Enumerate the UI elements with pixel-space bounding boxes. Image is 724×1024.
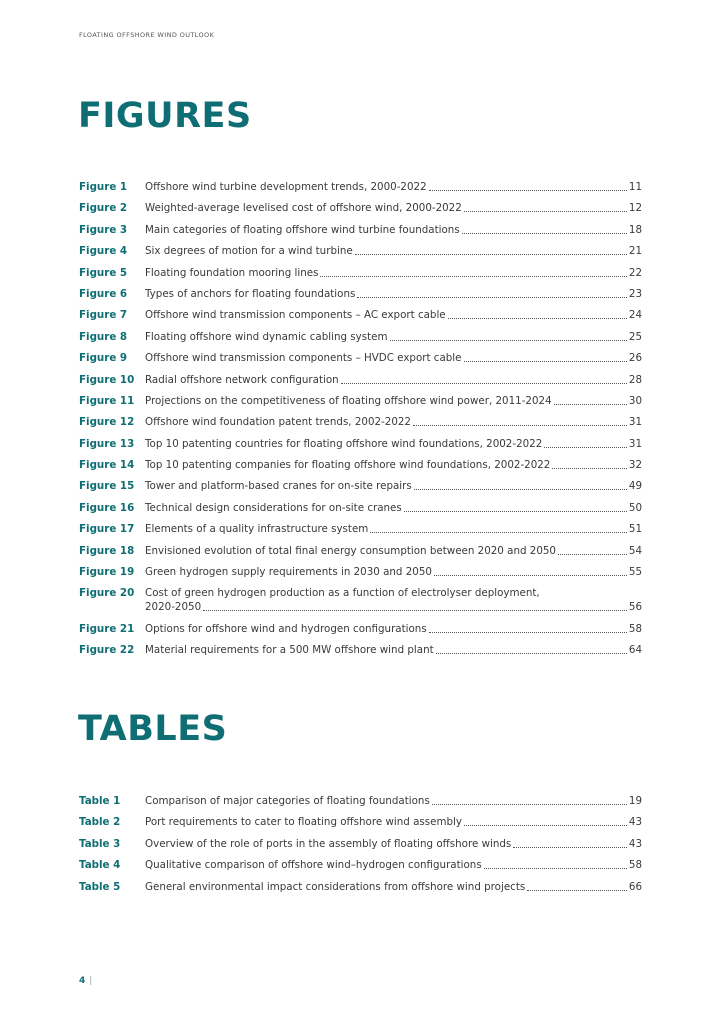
- dot-leader: [513, 847, 627, 848]
- entry-title: Top 10 patenting countries for floating offshore wind foundations, 2002-2022: [145, 437, 543, 450]
- entry-title: Cost of green hydrogen production as a function of electrolyser deployment,: [145, 587, 540, 600]
- entry-label: Table 2: [79, 816, 121, 829]
- entry-title: Elements of a quality infrastructure system: [145, 523, 369, 536]
- entry-page-number: 26: [628, 352, 642, 365]
- entry-page-number: 56: [628, 601, 642, 614]
- figure-entry[interactable]: [79, 330, 642, 344]
- entry-page-number: 58: [628, 622, 642, 635]
- figure-entry[interactable]: [79, 586, 642, 614]
- entry-body: [145, 586, 642, 614]
- entry-title: General environmental impact considerations from offshore wind projects: [145, 880, 526, 893]
- entry-body: [145, 643, 642, 657]
- figure-entry[interactable]: [79, 223, 642, 237]
- entry-page-number: 19: [628, 795, 642, 807]
- figure-entry[interactable]: [79, 201, 642, 215]
- entry-page-number: 23: [628, 287, 642, 300]
- entry-body: [145, 479, 642, 493]
- entry-page-number: 55: [628, 566, 642, 579]
- entry-page-number: 11: [628, 181, 642, 193]
- dot-leader: [558, 554, 627, 555]
- entry-label: Figure 11: [79, 394, 135, 407]
- entry-label: Figure 15: [79, 480, 135, 493]
- entry-label: Figure 8: [79, 330, 128, 343]
- entry-body: [145, 565, 642, 579]
- entry-body: [145, 351, 642, 365]
- entry-label: Figure 20: [79, 587, 135, 600]
- entry-title: Offshore wind transmission components – AC export cable: [145, 309, 446, 322]
- entry-title: Weighted-average levelised cost of offshore wind, 2000-2022: [145, 202, 462, 215]
- entry-label: Figure 12: [79, 416, 135, 429]
- table-entry[interactable]: [79, 858, 642, 872]
- entry-page-number: 28: [628, 373, 642, 386]
- entry-label: Figure 6: [79, 287, 128, 300]
- entry-label: Figure 14: [79, 459, 135, 472]
- entry-title: Green hydrogen supply requirements in 2030 and 2050: [145, 566, 432, 579]
- dot-leader: [552, 468, 627, 469]
- footer-separator: |: [89, 976, 93, 986]
- dot-leader: [464, 825, 627, 826]
- dot-leader: [432, 804, 627, 805]
- table-entry[interactable]: [79, 794, 642, 808]
- entry-body: [145, 622, 642, 636]
- entry-body: [145, 244, 642, 258]
- table-entry[interactable]: [79, 837, 642, 851]
- dot-leader: [462, 233, 627, 234]
- entry-title: Offshore wind turbine development trends, 2000-2022: [145, 181, 427, 193]
- dot-leader: [554, 404, 627, 405]
- entry-body: [145, 308, 642, 322]
- entry-title: Tower and platform-based cranes for on-site repairs: [145, 480, 412, 493]
- entry-label: Figure 1: [79, 181, 128, 193]
- entry-label: Table 1: [79, 795, 121, 807]
- page-footer: [79, 976, 92, 986]
- entry-page-number: 21: [628, 245, 642, 258]
- entry-line-2: [145, 600, 642, 614]
- figures-heading: FIGURES: [78, 96, 252, 136]
- figure-entry[interactable]: [79, 643, 642, 657]
- entry-page-number: 31: [628, 437, 642, 450]
- entry-body: [145, 373, 642, 387]
- dot-leader: [429, 632, 627, 633]
- figure-entry[interactable]: [79, 458, 642, 472]
- entry-title: Envisioned evolution of total final energy consumption between 2020 and 2050: [145, 544, 556, 557]
- entry-line-1: [145, 586, 642, 600]
- entry-body: [145, 394, 642, 408]
- entry-body: [145, 266, 642, 280]
- entry-title: Qualitative comparison of offshore wind–hydrogen configurations: [145, 859, 482, 872]
- entry-page-number: 49: [628, 480, 642, 493]
- figure-entry[interactable]: [79, 287, 642, 301]
- entry-title: Types of anchors for floating foundations: [145, 287, 356, 300]
- dot-leader: [320, 276, 626, 277]
- dot-leader: [357, 297, 627, 298]
- entry-label: Figure 19: [79, 566, 135, 579]
- entry-title: Top 10 patenting companies for floating offshore wind foundations, 2002-2022: [145, 459, 551, 472]
- table-entry[interactable]: [79, 815, 642, 829]
- entry-label: Table 4: [79, 859, 121, 872]
- figure-entry[interactable]: [79, 544, 642, 558]
- entry-label: Figure 10: [79, 373, 135, 386]
- entry-body: [145, 223, 642, 237]
- entry-title: Offshore wind transmission components – HVDC export cable: [145, 352, 462, 365]
- figure-entry[interactable]: [79, 351, 642, 365]
- entry-title: Offshore wind foundation patent trends, 2002-2022: [145, 416, 411, 429]
- entry-page-number: 50: [628, 501, 642, 514]
- dot-leader: [464, 211, 627, 212]
- figure-entry[interactable]: [79, 522, 642, 536]
- table-entry[interactable]: [79, 880, 642, 894]
- entry-title: Port requirements to cater to floating offshore wind assembly: [145, 816, 462, 829]
- dot-leader: [203, 610, 627, 611]
- entry-title: Comparison of major categories of floating foundations: [145, 795, 430, 807]
- page-number: 4: [79, 976, 86, 986]
- entry-body: [145, 544, 642, 558]
- figure-entry[interactable]: [79, 394, 642, 408]
- entry-page-number: 30: [628, 394, 642, 407]
- dot-leader: [390, 340, 627, 341]
- entry-body: [145, 330, 642, 344]
- entry-page-number: 51: [628, 523, 642, 536]
- entry-label: Figure 22: [79, 644, 135, 657]
- entry-body: [145, 180, 642, 194]
- entry-title-continued: 2020-2050: [145, 601, 202, 614]
- figure-entry[interactable]: [79, 437, 642, 451]
- dot-leader: [413, 425, 627, 426]
- entry-page-number: 32: [628, 459, 642, 472]
- entry-page-number: 12: [628, 202, 642, 215]
- figure-entry[interactable]: [79, 308, 642, 322]
- entry-page-number: 18: [628, 223, 642, 236]
- entry-title: Options for offshore wind and hydrogen configurations: [145, 622, 427, 635]
- entry-page-number: 58: [628, 859, 642, 872]
- entry-title: Technical design considerations for on-site cranes: [145, 501, 402, 514]
- table-list: [79, 794, 642, 901]
- entry-body: [145, 837, 642, 851]
- entry-page-number: 64: [628, 644, 642, 657]
- dot-leader: [436, 653, 627, 654]
- dot-leader: [484, 868, 627, 869]
- dot-leader: [464, 361, 627, 362]
- entry-body: [145, 858, 642, 872]
- entry-label: Figure 7: [79, 309, 128, 322]
- dot-leader: [404, 511, 627, 512]
- figure-entry[interactable]: [79, 415, 642, 429]
- entry-body: [145, 794, 642, 808]
- entry-label: Figure 5: [79, 266, 128, 279]
- entry-label: Figure 2: [79, 202, 128, 215]
- entry-title: Material requirements for a 500 MW offshore wind plant: [145, 644, 434, 657]
- entry-title: Radial offshore network configuration: [145, 373, 339, 386]
- dot-leader: [370, 532, 627, 533]
- dot-leader: [434, 575, 627, 576]
- dot-leader: [414, 489, 627, 490]
- entry-body: [145, 815, 642, 829]
- entry-body: [145, 880, 642, 894]
- figure-entry[interactable]: [79, 244, 642, 258]
- entry-label: Figure 18: [79, 544, 135, 557]
- figure-list: [79, 180, 642, 665]
- dot-leader: [341, 383, 627, 384]
- entry-page-number: 43: [628, 816, 642, 829]
- figure-entry[interactable]: [79, 373, 642, 387]
- dot-leader: [429, 190, 627, 191]
- figure-entry[interactable]: [79, 180, 642, 194]
- entry-label: Table 3: [79, 837, 121, 850]
- tables-heading: TABLES: [78, 709, 228, 749]
- entry-body: [145, 287, 642, 301]
- dot-leader: [527, 890, 627, 891]
- entry-page-number: 31: [628, 416, 642, 429]
- figure-entry[interactable]: [79, 565, 642, 579]
- entry-title: Floating foundation mooring lines: [145, 266, 319, 279]
- entry-title: Main categories of floating offshore wind turbine foundations: [145, 223, 460, 236]
- dot-leader: [355, 254, 627, 255]
- figure-entry[interactable]: [79, 501, 642, 515]
- entry-label: Figure 4: [79, 245, 128, 258]
- entry-title: Six degrees of motion for a wind turbine: [145, 245, 353, 258]
- figure-entry[interactable]: [79, 622, 642, 636]
- entry-label: Figure 17: [79, 523, 135, 536]
- figure-entry[interactable]: [79, 479, 642, 493]
- entry-label: Figure 9: [79, 352, 128, 365]
- entry-title: Floating offshore wind dynamic cabling system: [145, 330, 388, 343]
- entry-body: [145, 437, 642, 451]
- entry-label: Figure 3: [79, 223, 128, 236]
- entry-title: Projections on the competitiveness of floating offshore wind power, 2011-2024: [145, 394, 552, 407]
- figure-entry[interactable]: [79, 266, 642, 280]
- entry-body: [145, 458, 642, 472]
- dot-leader: [448, 318, 627, 319]
- entry-body: [145, 501, 642, 515]
- dot-leader: [544, 447, 627, 448]
- entry-label: Figure 21: [79, 622, 135, 635]
- entry-page-number: 66: [628, 880, 642, 893]
- entry-page-number: 43: [628, 837, 642, 850]
- running-header: FLOATING OFFSHORE WIND OUTLOOK: [79, 31, 215, 39]
- entry-page-number: 25: [628, 330, 642, 343]
- entry-page-number: 54: [628, 544, 642, 557]
- entry-label: Figure 16: [79, 501, 135, 514]
- entry-page-number: 22: [628, 266, 642, 279]
- entry-body: [145, 201, 642, 215]
- entry-label: Figure 13: [79, 437, 135, 450]
- entry-body: [145, 522, 642, 536]
- entry-body: [145, 415, 642, 429]
- entry-label: Table 5: [79, 880, 121, 893]
- entry-page-number: 24: [628, 309, 642, 322]
- entry-title: Overview of the role of ports in the assembly of floating offshore winds: [145, 837, 512, 850]
